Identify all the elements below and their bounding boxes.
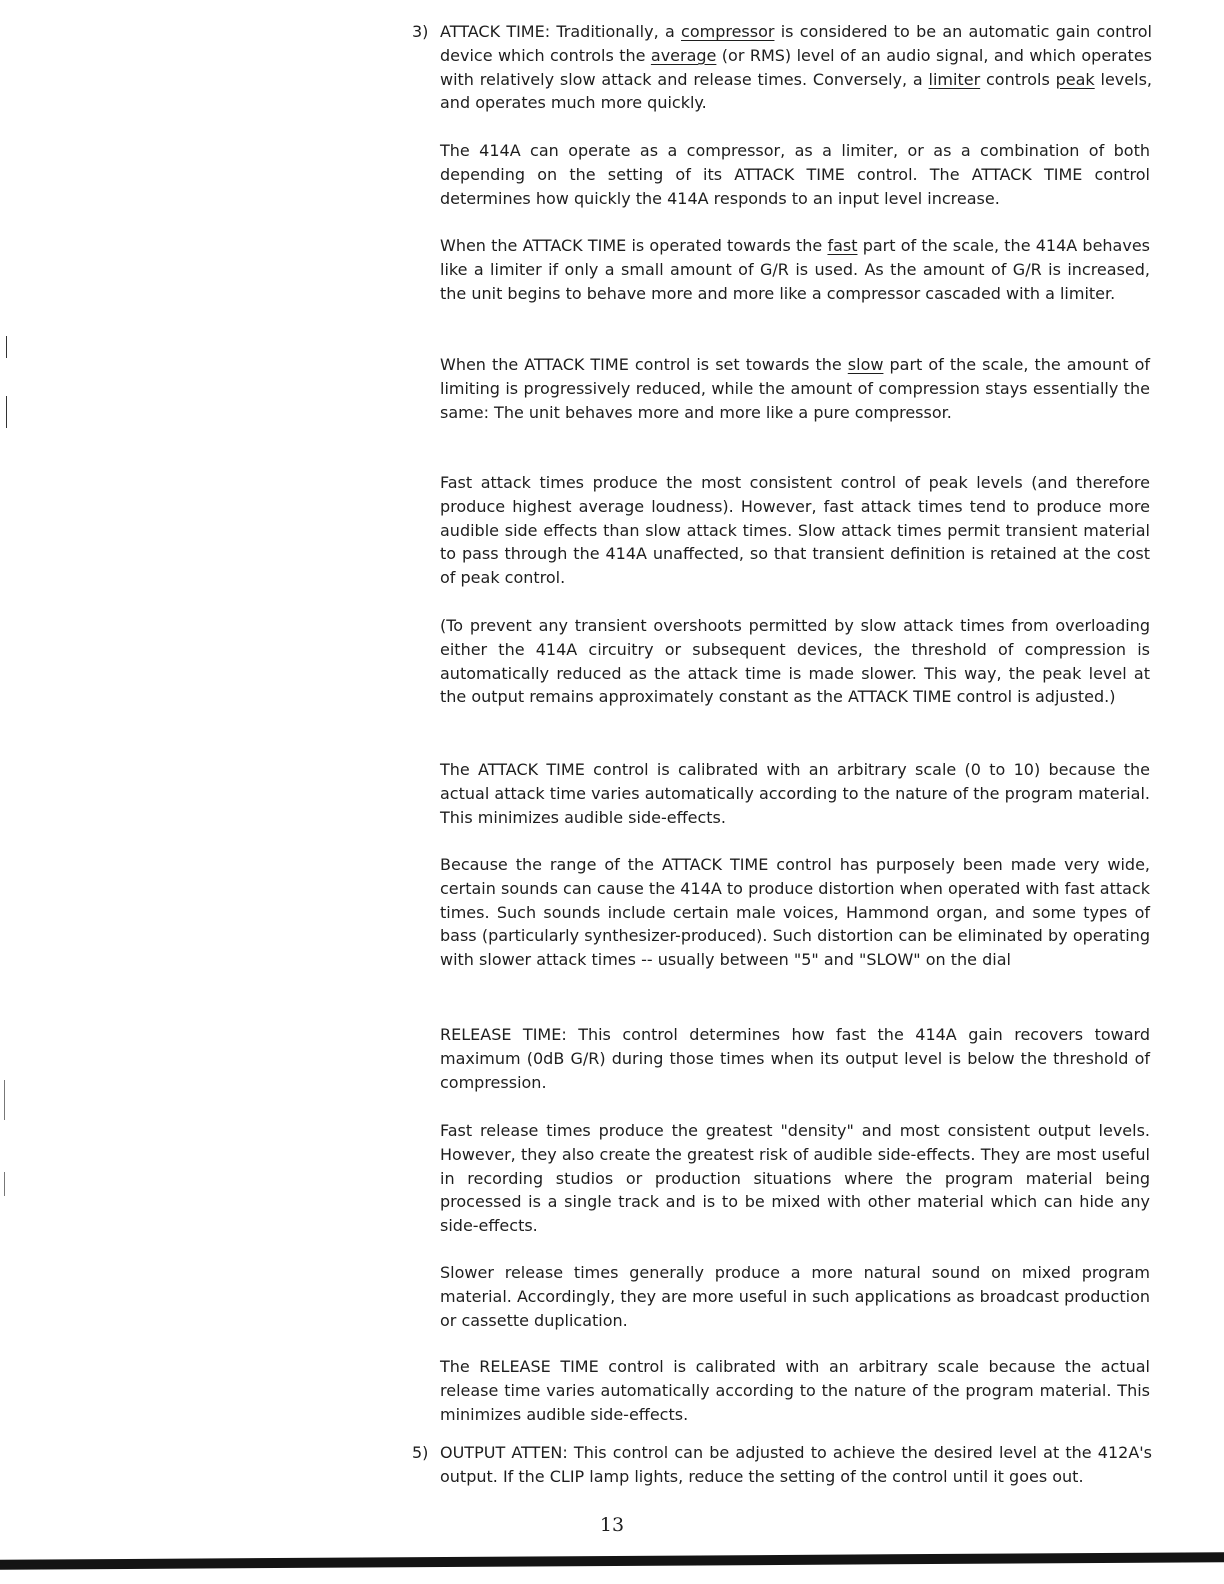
margin-mark [6,396,7,428]
attack-paragraph-distortion: Because the range of the ATTACK TIME control has purposely been made very wide, certain sounds can cause the 414A to produce distortion when operated with fast attack times. Such sounds include certain male voices, Hammond organ, and some types of bass (particularly synthesizer-produced). Such distortion can be eliminated by operating with slower attack times -- usually between "5" and "SLOW" on the dial [440,855,1150,970]
attack-time-intro: ATTACK TIME: Traditionally, a compressor is considered to be an automatic gain control device which controls the average (or RMS) level of an audio signal, and which operates with relatively slow attack and release times. Conversely, a limiter controls peak levels, and operates much more quickly. [440,22,1152,113]
margin-mark [4,1172,5,1196]
release-paragraph-calibration: The RELEASE TIME control is calibrated with an arbitrary scale because the actual release time varies automatically according to the nature of the program material. This minimizes audible side-effects. [440,1357,1150,1424]
release-paragraph-fast: Fast release times produce the greatest "density" and most consistent output levels. However, they also create the greatest risk of audible side-effects. They are most useful in recording studios or production situations where the program material being processed is a single track and is to be mixed with other material which can hide any side-effects. [440,1121,1150,1236]
release-time-intro: RELEASE TIME: This control determines how fast the 414A gain recovers toward maximum (0dB G/R) during those times when its output level is below the threshold of compression. [440,1025,1150,1092]
margin-mark [4,1080,5,1120]
attack-paragraph-consistency: Fast attack times produce the most consistent control of peak levels (and therefore produce highest average loudness). However, fast attack times tend to produce more audible side effects than slow attack times. Slow attack times permit transient material to pass through the 414A unaffected, so that transient definition is retained at the cost of peak control. [440,473,1150,588]
attack-paragraph-fast: When the ATTACK TIME is operated towards the fast part of the scale, the 414A behaves like a limiter if only a small amount of G/R is used. As the amount of G/R is increased, the unit begins to behave more and more like a compressor cascaded with a limiter. [440,236,1151,303]
output-atten-text: OUTPUT ATTEN: This control can be adjusted to achieve the desired level at the 412A's output. If the CLIP lamp lights, reduce the setting of the control until it goes out. [440,1443,1152,1486]
output-atten-item [412,1441,1152,1489]
attack-paragraph-slow: When the ATTACK TIME control is set towards the slow part of the scale, the amount of limiting is progressively reduced, while the amount of compression stays essentially the same: The unit behaves more and more like a pure compressor. [440,355,1150,422]
attack-time-item [412,20,1152,115]
item-number: 3) [412,22,429,41]
bottom-rule [0,1552,1224,1569]
release-paragraph-slow: Slower release times generally produce a more natural sound on mixed program material. Accordingly, they are more useful in such applications as broadcast production or cassette duplication. [440,1263,1150,1330]
attack-paragraph-calibration: The ATTACK TIME control is calibrated with an arbitrary scale (0 to 10) because the actual attack time varies automatically according to the nature of the program material. This minimizes audible side-effects. [440,760,1150,827]
item-number: 5) [412,1443,429,1462]
margin-mark [6,336,7,358]
attack-paragraph-overshoot: (To prevent any transient overshoots permitted by slow attack times from overloading either the 414A circuitry or subsequent devices, the threshold of compression is automatically reduced as the attack time is made slower. This way, the peak level at the output remains approximately constant as the ATTACK TIME control is adjusted.) [440,616,1150,707]
page-number: 13 [599,1514,625,1536]
attack-paragraph-modes: The 414A can operate as a compressor, as a limiter, or as a combination of both depending on the setting of its ATTACK TIME control. The ATTACK TIME control determines how quickly the 414A responds to an input level increase. [440,141,1150,208]
